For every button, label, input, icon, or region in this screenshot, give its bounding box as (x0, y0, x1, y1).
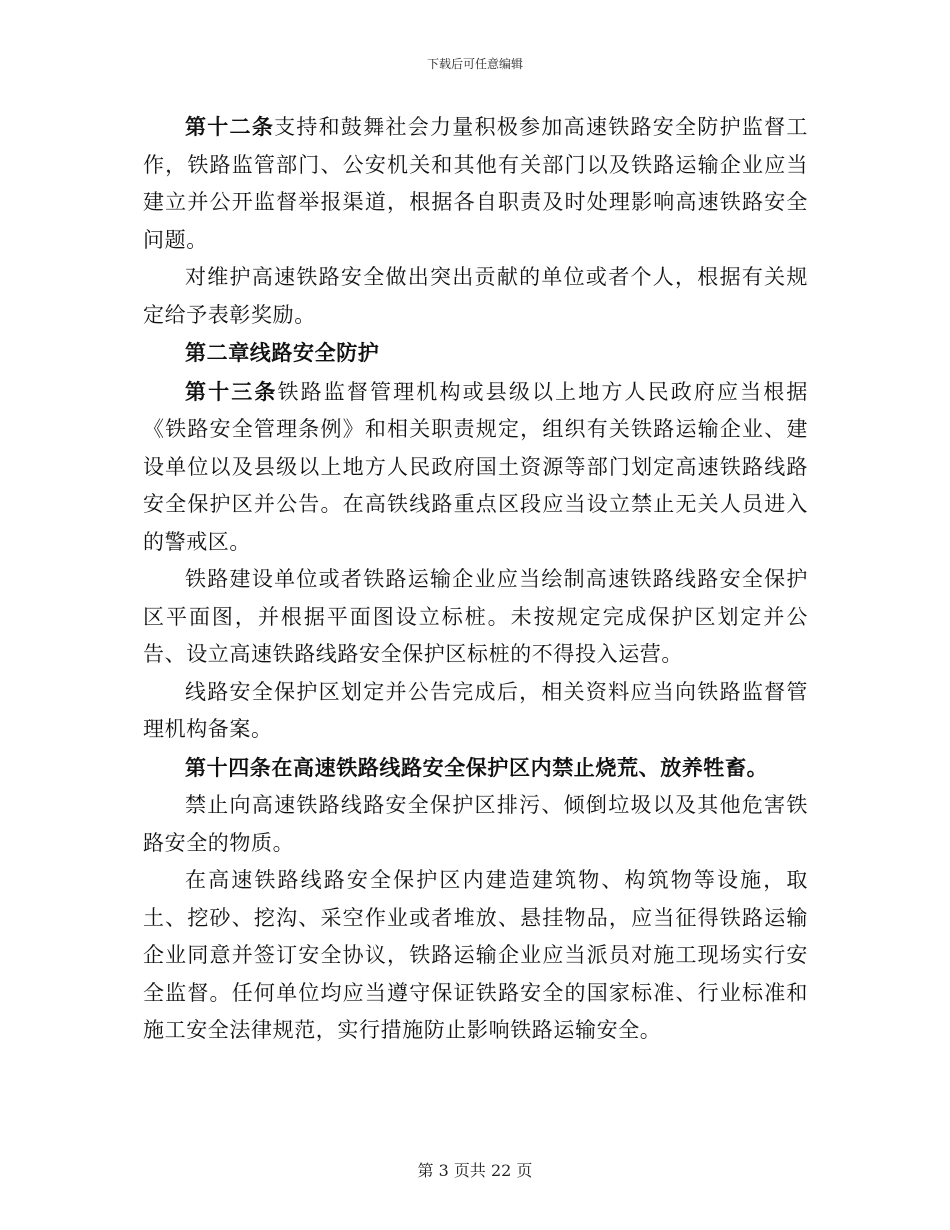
paragraph-text: 铁路监督管理机构或县级以上地方人民政府应当根据《铁路安全管理条例》和相关职责规定，组织有关铁路运输企业、建设单位以及县级以上地方人民政府国土资源等部门划定高速铁路线路安全保护区并公告。在高铁线路重点区段应当设立禁止无关人员进入的警戒区。 (143, 379, 808, 554)
paragraph-text: 在高速铁路线路安全保护区内建造建筑物、构筑物等设施，取土、挖砂、挖沟、采空作业或者堆放、悬挂物品，应当征得铁路运输企业同意并签订安全协议，铁路运输企业应当派员对施工现场实行安全监督。任何单位均应当遵守保证铁路安全的国家标准、行业标准和施工安全法律规范，实行措施防止影响铁路运输安全。 (143, 868, 808, 1042)
paragraph-text: 禁止向高速铁路线路安全保护区排污、倾倒垃圾以及其他危害铁路安全的物质。 (143, 793, 808, 855)
page-number: 第 3 页共 22 页 (417, 1161, 533, 1180)
paragraph-article-14 (143, 749, 808, 788)
paragraph-article-12 (143, 108, 808, 259)
paragraph (143, 561, 808, 674)
paragraph-article-13 (143, 373, 808, 562)
paragraph-text: 线路安全保护区划定并公告完成后，相关资料应当向铁路监督管理机构备案。 (143, 679, 808, 741)
chapter-heading (143, 334, 808, 373)
paragraph-text: 铁路建设单位或者铁路运输企业应当绘制高速铁路线路安全保护区平面图，并根据平面图设立标桩。未按规定完成保护区划定并公告、设立高速铁路线路安全保护区标桩的不得投入运营。 (143, 567, 808, 666)
paragraph (143, 862, 808, 1050)
article-heading: 第十三条 (185, 378, 278, 404)
paragraph (143, 259, 808, 334)
paragraph-text: 对维护高速铁路安全做出突出贡献的单位或者个人，根据有关规定给予表彰奖励。 (143, 265, 808, 327)
chapter-title: 第二章线路安全防护 (185, 340, 380, 365)
document-body (143, 108, 808, 1050)
paragraph (143, 674, 808, 749)
paragraph (143, 787, 808, 862)
article-heading: 第十四条在高速铁路线路安全保护区内禁止烧荒、放养牲畜。 (185, 754, 769, 780)
page-header: 下载后可任意编辑 (426, 57, 523, 71)
paragraph-text: 支持和鼓舞社会力量积极参加高速铁路安全防护监督工作，铁路监管部门、公安机关和其他有关部门以及铁路运输企业应当建立并公开监督举报渠道，根据各自职责及时处理影响高速铁路安全问题。 (143, 115, 809, 252)
article-heading: 第十二条 (185, 114, 275, 139)
